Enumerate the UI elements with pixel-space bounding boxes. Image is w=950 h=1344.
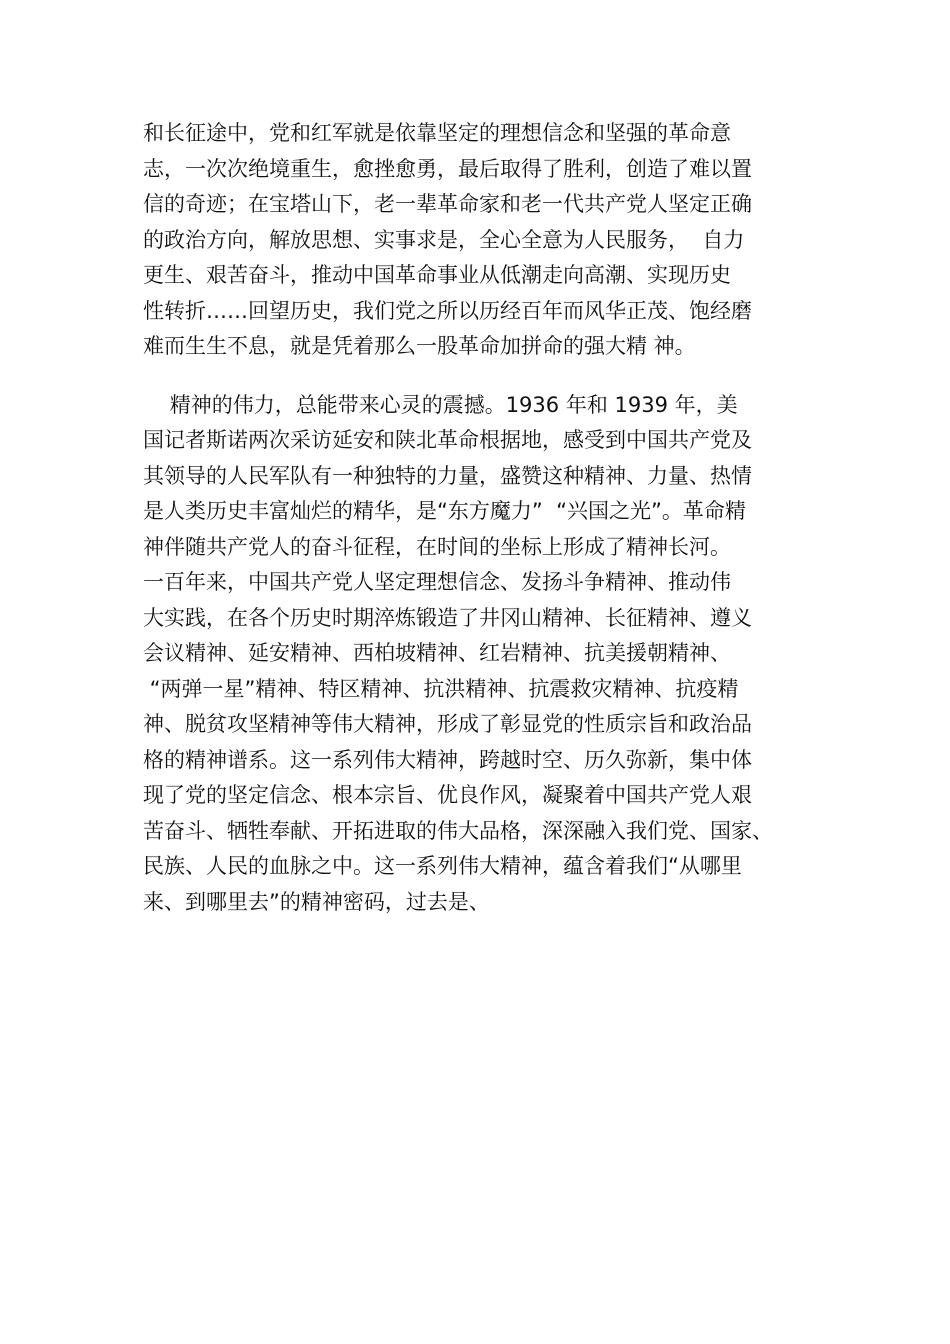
text-line: 民族、人民的血脉之中。这一系列伟大精神，蕴含着我们“从哪里 — [143, 854, 742, 878]
paragraph-1 — [143, 116, 815, 365]
text-line: 的政治方向，解放思想、实事求是，全心全意为人民服务， 自力 — [143, 227, 745, 252]
text-line: “两弹一星”精神、特区精神、抗洪精神、抗震救灾精神、抗疫精 — [143, 676, 739, 701]
text-line: 会议精神、延安精神、西柏坡精神、红岩精神、抗美援朝精神、 — [143, 641, 731, 665]
text-line: 是人类历史丰富灿烂的精华，是“东方魔力” “兴国之光”。革命精 — [143, 499, 746, 523]
paragraph-2 — [143, 388, 815, 921]
text-line: 现了党的坚定信念、根本宗旨、优良作风，凝聚着中国共产党人艰 — [143, 783, 752, 807]
paragraph-spacer — [143, 365, 815, 388]
text-line: 一百年来，中国共产党人坚定理想信念、发扬斗争精神、推动伟 — [143, 570, 731, 594]
text-line: 格的精神谱系。这一系列伟大精神，跨越时空、历久弥新，集中体 — [143, 747, 752, 772]
text-line: 信的奇迹；在宝塔山下，老一辈革命家和老一代共产党人坚定正确 — [143, 192, 752, 216]
text-line: 神、脱贫攻坚精神等伟大精神，形成了彰显党的性质宗旨和政治品 — [143, 712, 752, 736]
text-line: 国记者斯诺两次采访延安和陕北革命根据地，感受到中国共产党及 — [143, 428, 752, 452]
text-line: 大实践，在各个历史时期淬炼锻造了井冈山精神、长征精神、遵义 — [143, 605, 752, 630]
text-line: 其领导的人民军队有一种独特的力量，盛赞这种精神、力量、热情 — [143, 463, 752, 488]
text-line: 性转折……回望历史，我们党之所以历经百年而风华正茂、饱经磨 — [143, 298, 752, 323]
text-line: 精神的伟力，总能带来心灵的震撼。1936 年和 1939 年，美 — [143, 392, 738, 417]
document-body — [143, 116, 815, 920]
text-line: 志，一次次绝境重生，愈挫愈勇，最后取得了胜利，创造了难以置 — [143, 156, 752, 181]
text-line: 苦奋斗、牺牲奉献、开拓进取的伟大品格，深深融入我们党、国家、 — [143, 818, 773, 843]
text-line: 和长征途中，党和红军就是依靠坚定的理想信念和坚强的革命意 — [143, 121, 731, 145]
text-line: 难而生生不息，就是凭着那么一股革命加拼命的强大精 神。 — [143, 334, 696, 358]
text-line: 神伴随共产党人的奋斗征程，在时间的坐标上形成了精神长河。 — [143, 534, 731, 559]
text-line: 更生、艰苦奋斗，推动中国革命事业从低潮走向高潮、实现历史 — [143, 263, 731, 287]
text-line: 来、到哪里去”的精神密码，过去是、 — [143, 889, 490, 914]
